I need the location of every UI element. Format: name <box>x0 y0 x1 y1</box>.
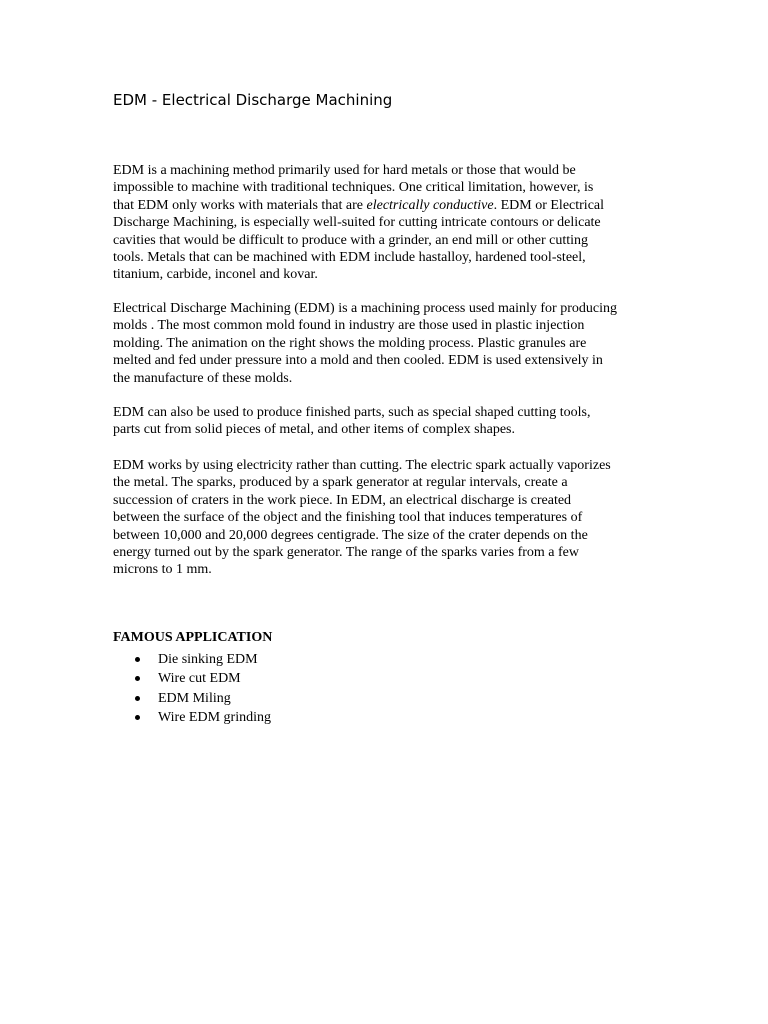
text-line: EDM can also be used to produce finished parts, such as special shaped cutting tools, <box>113 405 591 420</box>
text-line: parts cut from solid pieces of metal, and other items of complex shapes. <box>113 422 516 438</box>
text-line: titanium, carbide, inconel and kovar. <box>113 267 318 283</box>
text-line: microns to 1 mm. <box>113 562 212 578</box>
text-line: Discharge Machining, is especially well-suited for cutting intricate contours or delicate <box>113 215 601 231</box>
paragraph-how-it-works <box>113 457 673 579</box>
applications-heading: FAMOUS APPLICATION <box>113 630 273 645</box>
list-item-label: EDM Miling <box>158 690 231 706</box>
text-line: the metal. The sparks, produced by a spark generator at regular intervals, create a <box>113 475 568 491</box>
bullet-icon <box>135 715 140 720</box>
text-line: tools. Metals that can be machined with EDM include hastalloy, hardened tool-steel, <box>113 250 586 266</box>
text-line: molds . The most common mold found in industry are those used in plastic injection <box>113 318 585 334</box>
text-line: the manufacture of these molds. <box>113 370 293 386</box>
bullet-icon <box>135 676 140 681</box>
text-line: cavities that would be difficult to produce with a grinder, an end mill or other cutting <box>113 232 589 248</box>
paragraph-finished-parts <box>113 404 673 439</box>
paragraph-intro <box>113 162 673 284</box>
document-title: EDM - Electrical Discharge Machining <box>113 91 393 109</box>
text-line: between 10,000 and 20,000 degrees centigrade. The size of the crater depends on the <box>113 527 588 543</box>
text-line: energy turned out by the spark generator. The range of the sparks varies from a few <box>113 545 579 561</box>
text-line: Electrical Discharge Machining (EDM) is a machining process used mainly for producing <box>113 301 617 316</box>
text-fragment: that EDM only works with materials that are <box>113 197 367 213</box>
bullet-icon <box>135 696 140 701</box>
text-line: EDM works by using electricity rather than cutting. The electric spark actually vaporizes <box>113 458 611 473</box>
text-line <box>113 197 673 214</box>
text-line: molding. The animation on the right shows the molding process. Plastic granules are <box>113 335 587 351</box>
bullet-icon <box>135 657 140 662</box>
emphasis-text: electrically conductive <box>366 197 494 213</box>
text-line: melted and fed under pressure into a mold and then cooled. EDM is used extensively in <box>113 353 603 369</box>
text-line: EDM is a machining method primarily used for hard metals or those that would be <box>113 163 576 178</box>
text-line: impossible to machine with traditional techniques. One critical limitation, however, is <box>113 180 594 196</box>
list-item-label: Wire EDM grinding <box>158 709 271 725</box>
paragraph-molds <box>113 300 673 387</box>
text-fragment: . EDM or Electrical <box>493 197 605 213</box>
text-line: succession of craters in the work piece. In EDM, an electrical discharge is created <box>113 492 572 508</box>
list-item-label: Die sinking EDM <box>158 652 258 667</box>
text-line: between the surface of the object and the finishing tool that induces temperatures of <box>113 510 583 526</box>
list-item-label: Wire cut EDM <box>158 671 241 687</box>
